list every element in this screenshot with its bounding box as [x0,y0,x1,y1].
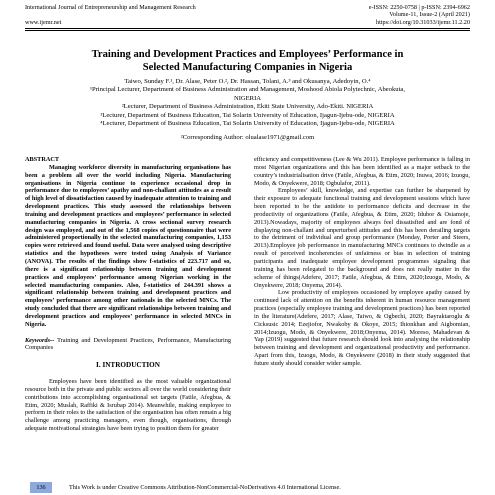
license-notice: This Work is under Creative Commons Attribution-NonCommercial-NoDerivatives 4.0 International License. [69,484,341,491]
body-paragraph: Employees’ skill, knowledge, and expertise can further be sharpened by their exposure to adequate functional training and development sessions which have been reported to be the antidote to performance deficits and decrease in the productivity of organizations (Fatile, Afegbua, & Etim, 2020; Idubor & Osiamoje, 2013).Nowadays, majority of employees always feel dissatisfied and are fond of displaying non-challant and unperturbed attitudes and this has been derailing targets to the detriment of individual and group performance (Monday, Porter and Steers, 2013).Employee job performance in manufacturing MNCs continues to dwindle as a result of perceived incoherencies of unfairness or bias in selection of training participants and inadequate employee development programmes signaling that training has been relegated to the background and does not really matter in the scheme of things(Adefere, 2017; Fatile, Afegbua, & Etim, 2020;Izuogu, Modo, & Onyekwere, 2018; Onyema, 2014). [254,187,470,289]
body-paragraph: efficiency and competitiveness (Lee & Wu 2011). Employee performance is falling in most Nigerian organizations and this has been identified as a major setback to the country’s industrialisation drive (Fatile, Afegbua, & Etim, 2020; Inuwa, 2016; Izuogu, Modo, & Onyekwere, 2018; Ogbulafor, 2011). [254,156,470,187]
affiliation: ³Lecturer, Department of Business Education, Tai Solarin University of Education, Ijagun-Ijebu-ode, NIGERIA [100,111,395,119]
header-rule [25,28,470,29]
introduction-heading: I. INTRODUCTION [96,361,160,370]
left-column [25,156,231,433]
author-names: Taiwo, Sunday F.¹, Dr. Alase, Peter O.², Dr. Hassan, Tolani, A.³ and Okusanya, Adedoyin, O.⁴ [124,78,371,85]
title-line: Training and Development Practices and Employees’ Performance in [91,49,404,60]
affiliation: ¹Principal Lecturer, Department of Business Administration and Management, Moshood Abiola Polytechnic, Abeokuta, [89,86,406,94]
paper-title [30,48,465,74]
keywords-text: Training and Development Practices, Performance, Manufacturing Companies [25,336,231,352]
page-footer [25,482,470,493]
journal-website-link[interactable]: www.ijemr.net [25,18,62,26]
abstract-text: Managing workforce diversity in manufacturing organisations has been a problem all over the world including Nigeria. Manufacturing organisations in Nigeria continue to experience occasional drop in performance due to employees’ apathy and non-challant attitudes as a result of high level of dissatisfaction caused by inadequate attention to training and development practices. This study assessed the relationships between training and development practices and employees’ performance in selected manufacturing companies in Nigeria. A cross sectional survey research design was employed, and out of the 1,568 copies of questionnaire that were administered proportionally in the selected manufacturing companies, 1,153 copies were retrieved and found useful. Data were analysed using descriptive statistics and the hypotheses were tested using Analysis of Variance (ANOVA). The results of the findings show f-statistics of 223.717 and so, there is a significant relationship between training and development practices and employees’ performance among Nigerian working in the selected manufacturing companies. Also, f-statistics of 244.391 shows a significant relationship between training and development practices and employees’ performance among other nationals in the selected MNCs. The study concluded that there are significant relationships between training and development practices and employees’ performance in selected MNCs in Nigeria. [25,163,231,328]
introduction-paragraph: Employees have been identified as the most valuable organizational resource both in the private and public sectors all over the world considering their contributions into accomplishing organisational set targets (Fatile, Afegbua, & Etim, 2020; Muslah, Raffiki & Isrubap 2014). Meanwhile, making employee to perform in their roles to the satisfaction of the organisation has often remain a big challenge among practicing managers, even though, organisations, through adequate motivational strategies have been trying to position them for greater [25,378,231,433]
issn: e-ISSN: 2250-0758 | p-ISSN: 2394-6962 [368,4,470,11]
affiliation: ²Lecturer, Department of Business Administration, Ekiti State University, Ado-Ekiti. NIGERIA [121,103,374,111]
right-column [254,156,470,368]
journal-name: International Journal of Entrepreneurship and Management Research [25,4,196,11]
header-rule-2 [25,30,470,31]
keywords [25,337,231,353]
body-paragraph: Low productivity of employees occasioned by employee apathy caused by continued lack of attention on the benefits inherent in human resource management practices (especially employee training and development practices) has been reported in the literature(Adefere, 2017; Alase, Taiwo, & Ogbechi, 2020; Bayraktaroglu & Cicksusic 2014; Ezejiofor, Nwakoby & Okoye, 2015; Ihionkhan and Aigbomian, 2014;Izuogu, Modo, & Onyekwere, 2018;Onyema, 2014). Moreso, Mahadevan & Yap (2019) suggested that future research should look into analysing the relationship between training and development and organizational productivity and performance. Apart from this, Izuogu, Modo, & Onyekwere (2018) in their study suggested that future study should consider wider sample. [254,289,470,367]
volume-issue: Volume-11, Issue-2 (April 2021) [389,11,470,19]
keywords-label: Keywords-- [25,336,55,344]
doi-link[interactable]: https://doi.org/10.31033/ijemr.11.2.20 [375,18,470,26]
corresponding-author: ²Corresponding Author: olualase1971@gmail.com [180,134,315,142]
author-block [28,78,467,143]
abstract-heading: ABSTRACT [25,156,60,163]
page-number: 136 [30,482,52,493]
affiliation: ⁴Lecturer, Department of Business Education, Tai Solarin University of Education, Ijagun-Ijebu-ode, NIGERIA [100,120,395,128]
affiliation: NIGERIA [233,94,262,102]
title-line: Selected Manufacturing Companies in Nigeria [142,62,353,73]
